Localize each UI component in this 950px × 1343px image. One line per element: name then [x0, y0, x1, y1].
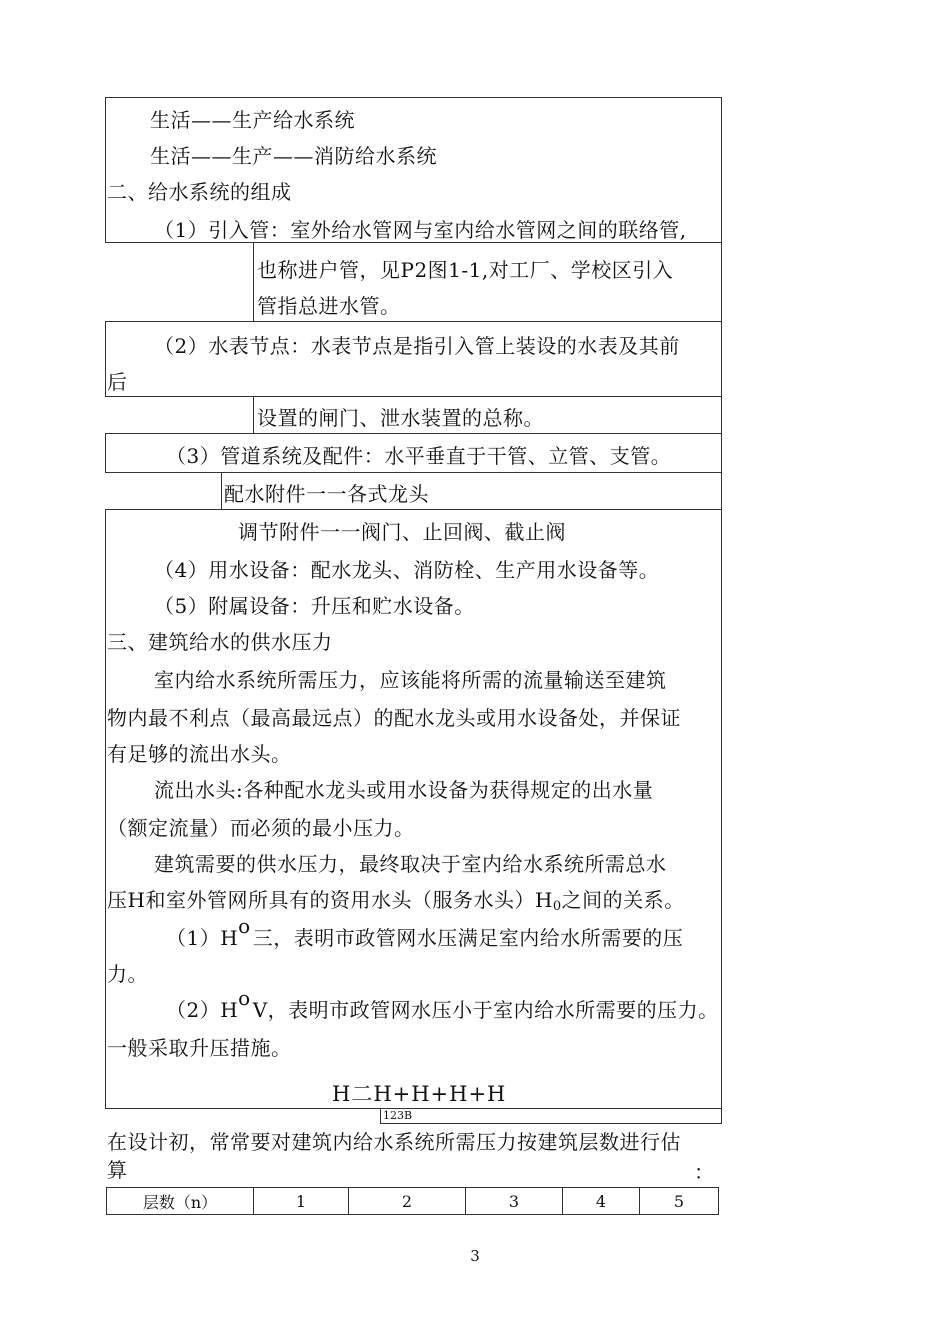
text-segment: （2）H: [166, 998, 239, 1022]
text-segment: 压H和室外管网所具有的资用水头（服务水头）H: [107, 888, 553, 912]
table-header-cell: 层数（n）: [107, 1188, 254, 1215]
text-segment: V，表明市政管网水压小于室内给水所需要的压力。: [252, 998, 719, 1022]
text-segment: 三，表明市政管网水压满足室内给水所需要的压: [252, 926, 684, 950]
text-line: ：: [694, 1160, 715, 1184]
text-line: 物内最不利点（最高最远点）的配水龙头或用水设备处，并保证: [107, 706, 681, 730]
frame-formula-sub: [380, 1108, 722, 1124]
text-line: 力。: [107, 962, 148, 986]
text-line: （额定流量）而必须的最小压力。: [107, 816, 415, 840]
page-number: 3: [470, 1247, 480, 1265]
text-line: 流出水头:各种配水龙头或用水设备为获得规定的出水量: [154, 778, 654, 802]
text-line: （5）附属设备：升压和贮水设备。: [154, 594, 475, 618]
text-line: 也称进户管，见P2图1-1,对工厂、学校区引入: [257, 258, 674, 282]
text-line: （3）管道系统及配件：水平垂直于干管、立管、支管。: [166, 444, 672, 468]
formula: H二H+H+H+H: [332, 1082, 507, 1106]
table-row: [107, 1188, 719, 1215]
text-line: 在设计初，常常要对建筑内给水系统所需压力按建筑层数进行估: [107, 1130, 681, 1154]
table-cell: 2: [349, 1188, 466, 1215]
text-line: （1）引入管：室外给水管网与室内给水管网之间的联络管,: [154, 218, 687, 242]
table-cell: 4: [563, 1188, 640, 1215]
text-line: 配水附件一一各式龙头: [224, 482, 429, 506]
superscript-circle: o: [238, 986, 251, 1010]
text-line: 后: [107, 370, 128, 394]
text-line: 室内给水系统所需压力，应该能将所需的流量输送至建筑: [154, 668, 667, 692]
text-line: [166, 986, 719, 1024]
table-cell: 5: [640, 1188, 719, 1215]
superscript-circle: o: [238, 914, 251, 938]
text-line: 设置的闸门、泄水装置的总称。: [257, 406, 544, 430]
text-segment: （1）H: [166, 926, 239, 950]
text-line: 建筑需要的供水压力，最终取决于室内给水系统所需总水: [154, 852, 667, 876]
subscript: 0: [552, 899, 562, 914]
table-cell: 3: [466, 1188, 563, 1215]
text-line: 生活——生产给水系统: [150, 108, 355, 132]
text-segment: 之间的关系。: [561, 888, 685, 912]
floors-table: [106, 1187, 719, 1215]
text-line: 一般采取升压措施。: [107, 1036, 292, 1060]
section-heading: 三、建筑给水的供水压力: [107, 630, 333, 654]
text-line: （2）水表节点：水表节点是指引入管上装设的水表及其前: [154, 334, 680, 358]
text-line: 生活——生产——消防给水系统: [150, 144, 437, 168]
text-line: （4）用水设备：配水龙头、消防栓、生产用水设备等。: [154, 558, 660, 582]
text-line: 有足够的流出水头。: [107, 742, 292, 766]
section-heading: 二、给水系统的组成: [107, 180, 292, 204]
formula-subscripts: 123B: [383, 1109, 413, 1122]
text-line: 调节附件一一阀门、止回阀、截止阀: [238, 520, 566, 544]
table-cell: 1: [254, 1188, 349, 1215]
text-line: 管指总进水管。: [257, 294, 401, 318]
text-line: [166, 914, 684, 952]
text-line: [107, 886, 685, 921]
text-line: 算: [107, 1158, 128, 1182]
